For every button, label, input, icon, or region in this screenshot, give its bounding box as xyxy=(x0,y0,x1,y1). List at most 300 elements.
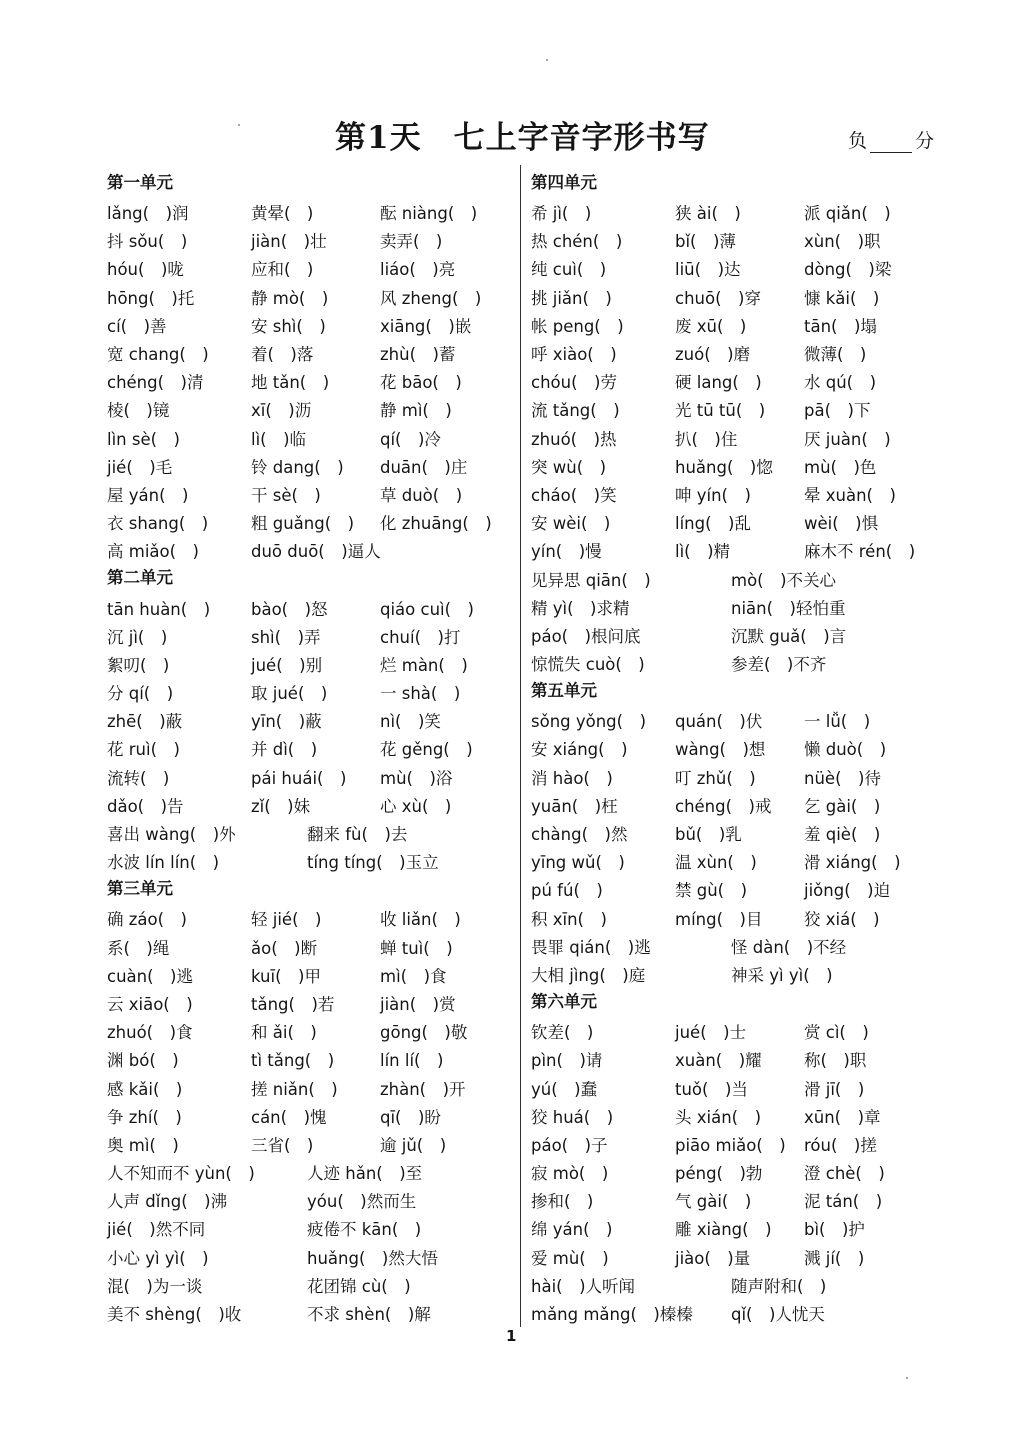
idiom-item: 沉默 guǎ( )言 xyxy=(731,626,847,646)
exercise-item: cí( )善 xyxy=(107,316,167,336)
exercise-row xyxy=(107,198,512,226)
idiom-item: páo( )根问底 xyxy=(531,626,641,646)
exercise-item: huǎng( )惚 xyxy=(675,457,773,477)
exercise-item: 希 jì( ) xyxy=(531,204,592,224)
exercise-row xyxy=(107,508,512,536)
exercise-item: zǐ( )妹 xyxy=(251,796,311,816)
idiom-row xyxy=(107,1271,512,1299)
exercise-row xyxy=(107,1130,512,1158)
exercise-item: lín lí( ) xyxy=(380,1051,444,1071)
idiom-row xyxy=(107,1186,512,1214)
exercise-row xyxy=(531,1017,936,1045)
exercise-item: 收 liǎn( ) xyxy=(380,910,461,930)
exercise-item: 光 tū tū( ) xyxy=(675,401,766,421)
exercise-item: pìn( )请 xyxy=(531,1051,603,1071)
idiom-item: yóu( )然而生 xyxy=(307,1192,417,1212)
exercise-item: zhù( )蓄 xyxy=(380,345,456,365)
exercise-item: tān( )塌 xyxy=(804,316,877,336)
exercise-item: jiào( )量 xyxy=(675,1248,751,1268)
exercise-item: 称( )职 xyxy=(804,1051,867,1071)
exercise-item: 麻木不 rén( ) xyxy=(804,542,916,562)
exercise-item: zhuó( )食 xyxy=(107,1023,193,1043)
idiom-item: 惊慌失 cuò( ) xyxy=(531,655,645,675)
exercise-item: zhuó( )热 xyxy=(531,429,617,449)
exercise-item: chàng( )然 xyxy=(531,825,628,845)
exercise-item: qī( )盼 xyxy=(380,1107,441,1127)
exercise-item: 抖 sǒu( ) xyxy=(107,232,188,252)
exercise-item: 黄晕( ) xyxy=(251,204,314,224)
exercise-row xyxy=(107,593,512,621)
idiom-row xyxy=(107,1243,512,1271)
exercise-item: bǔ( )乳 xyxy=(675,825,742,845)
exercise-row xyxy=(531,424,936,452)
scan-speck xyxy=(238,124,240,126)
exercise-row xyxy=(531,1073,936,1101)
exercise-row xyxy=(107,226,512,254)
idiom-row xyxy=(531,649,936,677)
exercise-item: 头 xián( ) xyxy=(675,1107,762,1127)
idiom-item: mǎng mǎng( )榛榛 xyxy=(531,1305,693,1325)
exercise-row xyxy=(107,933,512,961)
exercise-item: 寂 mò( ) xyxy=(531,1164,609,1184)
exercise-item: liáo( )亮 xyxy=(380,260,456,280)
exercise-item: 突 wù( ) xyxy=(531,457,607,477)
exercise-item: 溅 jí( ) xyxy=(804,1248,865,1268)
exercise-item: 帐 peng( ) xyxy=(531,316,624,336)
exercise-row xyxy=(107,480,512,508)
idiom-row xyxy=(531,1271,936,1299)
page-title: 第1天 七上字音字形书写 xyxy=(335,120,710,156)
exercise-item: 安 wèi( ) xyxy=(531,514,611,534)
exercise-row xyxy=(531,1045,936,1073)
scan-speck xyxy=(906,1377,908,1379)
exercise-item: 绵 yán( ) xyxy=(531,1220,613,1240)
exercise-row xyxy=(531,226,936,254)
exercise-item: 温 xùn( ) xyxy=(675,853,757,873)
exercise-item: 心 xù( ) xyxy=(380,796,452,816)
exercise-item: 棱( )镜 xyxy=(107,401,170,421)
exercise-item: hōng( )托 xyxy=(107,288,195,308)
exercise-row xyxy=(107,791,512,819)
exercise-item: 挑 jiǎn( ) xyxy=(531,288,612,308)
exercise-item: 花 ruì( ) xyxy=(107,740,180,760)
exercise-item: jué( )别 xyxy=(251,655,323,675)
page-number: 1 xyxy=(506,1327,517,1345)
exercise-row xyxy=(107,904,512,932)
exercise-item: lìn sè( ) xyxy=(107,429,180,449)
exercise-item: jiàn( )赏 xyxy=(380,994,456,1014)
exercise-item: gōng( )敬 xyxy=(380,1023,468,1043)
idiom-item: 参差( )不齐 xyxy=(731,655,827,675)
exercise-item: líng( )乱 xyxy=(675,514,751,534)
exercise-row xyxy=(107,622,512,650)
exercise-item: 爱 mù( ) xyxy=(531,1248,609,1268)
exercise-item: cháo( )笑 xyxy=(531,485,617,505)
exercise-item: 三省( ) xyxy=(251,1135,314,1155)
exercise-item: 消 hào( ) xyxy=(531,768,613,788)
exercise-row xyxy=(531,1243,936,1271)
exercise-row xyxy=(107,367,512,395)
idiom-row xyxy=(531,564,936,592)
idiom-row xyxy=(531,960,936,988)
exercise-item: 系( )绳 xyxy=(107,938,170,958)
exercise-row xyxy=(531,819,936,847)
exercise-item: mù( )色 xyxy=(804,457,877,477)
exercise-row xyxy=(531,452,936,480)
exercise-row xyxy=(107,961,512,989)
exercise-item: pú fú( ) xyxy=(531,881,603,901)
exercise-item: 积 xīn( ) xyxy=(531,909,607,929)
exercise-item: 高 miǎo( ) xyxy=(107,542,199,562)
exercise-row xyxy=(531,763,936,791)
exercise-item: 赏 cì( ) xyxy=(804,1023,869,1043)
exercise-item: tuǒ( )当 xyxy=(675,1079,748,1099)
exercise-row xyxy=(531,706,936,734)
scan-speck xyxy=(546,59,548,61)
idiom-item: 喜出 wàng( )外 xyxy=(107,825,236,845)
idiom-item: 畏罪 qián( )逃 xyxy=(531,937,651,957)
idiom-row xyxy=(531,621,936,649)
exercise-row xyxy=(107,424,512,452)
exercise-item: 蝉 tuì( ) xyxy=(380,938,453,958)
exercise-item: 风 zheng( ) xyxy=(380,288,482,308)
idiom-item: 花团锦 cù( ) xyxy=(307,1276,411,1296)
idiom-item: 人声 dǐng( )沸 xyxy=(107,1192,228,1212)
section-title: 第四单元 xyxy=(531,173,597,192)
exercise-item: 钦差( ) xyxy=(531,1023,594,1043)
exercise-row xyxy=(107,1102,512,1130)
exercise-item: chuō( )穿 xyxy=(675,288,761,308)
exercise-item: 奥 mì( ) xyxy=(107,1135,179,1155)
exercise-row xyxy=(107,650,512,678)
idiom-row xyxy=(531,593,936,621)
exercise-row xyxy=(531,1214,936,1242)
exercise-item: 一 shà( ) xyxy=(380,684,461,704)
exercise-item: 乞 gài( ) xyxy=(804,796,881,816)
exercise-row xyxy=(531,536,936,564)
exercise-item: 静 mì( ) xyxy=(380,401,452,421)
exercise-item: chéng( )戒 xyxy=(675,796,772,816)
exercise-row xyxy=(107,536,512,564)
exercise-item: jué( )士 xyxy=(675,1023,747,1043)
exercise-item: nì( )笑 xyxy=(380,712,441,732)
exercise-item: xuàn( )耀 xyxy=(675,1051,762,1071)
exercise-item: 轻 jié( ) xyxy=(251,910,322,930)
score-field xyxy=(848,126,934,153)
idiom-item: 人迹 hǎn( )至 xyxy=(307,1164,423,1184)
exercise-row xyxy=(107,339,512,367)
idiom-item: 精 yì( )求精 xyxy=(531,598,630,618)
idiom-row xyxy=(531,1299,936,1327)
exercise-item: tān huàn( ) xyxy=(107,599,211,619)
exercise-item: xūn( )章 xyxy=(804,1107,881,1127)
idiom-item: 小心 yì yì( ) xyxy=(107,1248,209,1268)
exercise-item: 应和( ) xyxy=(251,260,314,280)
exercise-item: wèi( )惧 xyxy=(804,514,879,534)
exercise-item: 狭 ài( ) xyxy=(675,204,741,224)
exercise-item: dǎo( )告 xyxy=(107,796,184,816)
idiom-item: 混( )为一谈 xyxy=(107,1276,203,1296)
exercise-item: 屋 yán( ) xyxy=(107,485,189,505)
exercise-item: bǐ( )薄 xyxy=(675,232,736,252)
exercise-item: ǎo( )断 xyxy=(251,938,318,958)
exercise-item: 硬 lang( ) xyxy=(675,373,762,393)
exercise-item: 烂 màn( ) xyxy=(380,655,468,675)
idiom-row xyxy=(107,847,512,875)
exercise-item: pā( )下 xyxy=(804,401,871,421)
idiom-item: 见异思 qiān( ) xyxy=(531,570,651,590)
exercise-row xyxy=(531,875,936,903)
exercise-item: 雕 xiàng( ) xyxy=(675,1220,772,1240)
exercise-item: 渊 bó( ) xyxy=(107,1051,179,1071)
exercise-item: 泥 tán( ) xyxy=(804,1192,883,1212)
exercise-item: 确 záo( ) xyxy=(107,910,187,930)
exercise-item: yīng wǔ( ) xyxy=(531,853,625,873)
exercise-row xyxy=(531,508,936,536)
exercise-item: 粗 guǎng( ) xyxy=(251,514,355,534)
exercise-row xyxy=(531,198,936,226)
idiom-item: 不求 shèn( )解 xyxy=(307,1305,431,1325)
exercise-row xyxy=(107,283,512,311)
score-blank[interactable] xyxy=(870,134,912,153)
exercise-item: 酝 niàng( ) xyxy=(380,204,478,224)
exercise-item: dòng( )梁 xyxy=(804,260,892,280)
exercise-item: kuī( )甲 xyxy=(251,966,321,986)
exercise-item: 化 zhuāng( ) xyxy=(380,514,492,534)
score-prefix: 负 xyxy=(848,130,868,152)
exercise-row xyxy=(531,1186,936,1214)
exercise-item: 流 tǎng( ) xyxy=(531,401,620,421)
exercise-item: 水 qú( ) xyxy=(804,373,877,393)
exercise-item: 微薄( ) xyxy=(804,345,867,365)
right-column xyxy=(531,169,936,1327)
exercise-item: lì( )临 xyxy=(251,429,307,449)
exercise-row xyxy=(531,254,936,282)
exercise-item: duō duō( )逼人 xyxy=(251,542,381,562)
exercise-row xyxy=(531,283,936,311)
exercise-item: pái huái( ) xyxy=(251,768,347,788)
exercise-item: bì( )护 xyxy=(804,1220,865,1240)
exercise-item: 扒( )住 xyxy=(675,429,738,449)
exercise-item: shì( )弄 xyxy=(251,627,321,647)
exercise-item: 滑 xiáng( ) xyxy=(804,853,901,873)
exercise-item: lǎng( )润 xyxy=(107,204,189,224)
exercise-item: 气 gài( ) xyxy=(675,1192,752,1212)
idiom-item: 美不 shèng( )收 xyxy=(107,1305,242,1325)
exercise-row xyxy=(531,1102,936,1130)
exercise-item: yuān( )枉 xyxy=(531,796,618,816)
exercise-row xyxy=(531,311,936,339)
exercise-row xyxy=(107,706,512,734)
exercise-item: mù( )浴 xyxy=(380,768,453,788)
exercise-item: 感 kǎi( ) xyxy=(107,1079,183,1099)
exercise-item: liū( )达 xyxy=(675,260,741,280)
idiom-item: 怪 dàn( )不经 xyxy=(731,937,847,957)
exercise-item: 卖弄( ) xyxy=(380,232,443,252)
exercise-item: 掺和( ) xyxy=(531,1192,594,1212)
exercise-row xyxy=(531,1130,936,1158)
idiom-item: huǎng( )然大悟 xyxy=(307,1248,438,1268)
exercise-item: zuó( )磨 xyxy=(675,345,751,365)
exercise-item: 滑 jī( ) xyxy=(804,1079,865,1099)
exercise-item: qiáo cuì( ) xyxy=(380,599,474,619)
exercise-item: 宽 chang( ) xyxy=(107,345,209,365)
exercise-item: 懒 duò( ) xyxy=(804,740,887,760)
exercise-item: xiāng( )嵌 xyxy=(380,316,472,336)
exercise-item: quán( )伏 xyxy=(675,712,763,732)
idiom-item: niān( )轻怕重 xyxy=(731,598,846,618)
exercise-item: tǎng( )若 xyxy=(251,994,335,1014)
idiom-item: qǐ( )人忧天 xyxy=(731,1305,825,1325)
exercise-item: 干 sè( ) xyxy=(251,485,321,505)
exercise-item: 铃 dang( ) xyxy=(251,457,344,477)
idiom-item: hài( )人听闻 xyxy=(531,1276,636,1296)
exercise-item: 废 xū( ) xyxy=(675,316,747,336)
exercise-item: jiǒng( )迫 xyxy=(804,881,891,901)
exercise-item: yīn( )蔽 xyxy=(251,712,322,732)
exercise-item: 沉 jì( ) xyxy=(107,627,168,647)
exercise-item: 安 shì( ) xyxy=(251,316,326,336)
exercise-item: 叮 zhǔ( ) xyxy=(675,768,756,788)
idiom-item: jié( )然不同 xyxy=(107,1220,206,1240)
idiom-item: 随声附和( ) xyxy=(731,1276,827,1296)
exercise-item: nüè( )待 xyxy=(804,768,881,788)
exercise-item: 安 xiáng( ) xyxy=(531,740,628,760)
idiom-item: tíng tíng( )玉立 xyxy=(307,853,439,873)
exercise-item: 慷 kǎi( ) xyxy=(804,288,880,308)
exercise-item: 取 jué( ) xyxy=(251,684,328,704)
exercise-row xyxy=(531,339,936,367)
exercise-item: wàng( )想 xyxy=(675,740,766,760)
section-title: 第二单元 xyxy=(107,568,173,588)
section-title: 第六单元 xyxy=(531,992,597,1012)
idiom-item: 疲倦不 kān( ) xyxy=(307,1220,422,1240)
idiom-item: 大相 jìng( )庭 xyxy=(531,965,646,985)
exercise-item: mì( )食 xyxy=(380,966,447,986)
exercise-row xyxy=(531,1158,936,1186)
exercise-item: péng( )勃 xyxy=(675,1164,763,1184)
exercise-item: 着( )落 xyxy=(251,345,314,365)
exercise-row xyxy=(107,311,512,339)
exercise-item: 羞 qiè( ) xyxy=(804,825,881,845)
exercise-item: yú( )蠢 xyxy=(531,1079,598,1099)
exercise-row xyxy=(107,1017,512,1045)
exercise-row xyxy=(107,734,512,762)
exercise-item: 逾 jǔ( ) xyxy=(380,1135,447,1155)
column-divider xyxy=(520,165,521,1327)
exercise-row xyxy=(531,904,936,932)
exercise-item: qí( )冷 xyxy=(380,429,441,449)
exercise-row xyxy=(107,989,512,1017)
exercise-item: jié( )毛 xyxy=(107,457,173,477)
exercise-item: míng( )目 xyxy=(675,909,763,929)
exercise-item: piāo miǎo( ) xyxy=(675,1135,786,1155)
section-title: 第五单元 xyxy=(531,681,597,701)
exercise-item: 狡 huá( ) xyxy=(531,1107,614,1127)
exercise-item: páo( )子 xyxy=(531,1135,608,1155)
exercise-item: xī( )沥 xyxy=(251,401,312,421)
exercise-row xyxy=(107,254,512,282)
exercise-item: 静 mò( ) xyxy=(251,288,329,308)
exercise-item: 纯 cuì( ) xyxy=(531,260,607,280)
exercise-item: 地 tǎn( ) xyxy=(251,373,330,393)
idiom-item: 翻来 fù( )去 xyxy=(307,825,408,845)
exercise-item: 衣 shang( ) xyxy=(107,514,209,534)
exercise-item: 絮叨( ) xyxy=(107,655,170,675)
exercise-item: hóu( )咙 xyxy=(107,260,184,280)
idiom-item: 人不知而不 yùn( ) xyxy=(107,1164,255,1184)
exercise-item: chéng( )清 xyxy=(107,373,204,393)
exercise-item: 流转( ) xyxy=(107,768,170,788)
exercise-item: chuí( )打 xyxy=(380,627,461,647)
exercise-item: 草 duò( ) xyxy=(380,485,463,505)
exercise-item: bào( )怒 xyxy=(251,599,328,619)
exercise-row xyxy=(107,452,512,480)
exercise-item: 呻 yín( ) xyxy=(675,485,751,505)
exercise-item: 分 qí( ) xyxy=(107,684,174,704)
exercise-item: 狡 xiá( ) xyxy=(804,909,880,929)
exercise-row xyxy=(107,763,512,791)
exercise-item: jiàn( )壮 xyxy=(251,232,327,252)
exercise-item: 花 bāo( ) xyxy=(380,373,462,393)
exercise-row xyxy=(531,734,936,762)
exercise-item: 云 xiāo( ) xyxy=(107,994,193,1014)
exercise-row xyxy=(531,395,936,423)
exercise-item: yín( )慢 xyxy=(531,542,602,562)
exercise-item: 澄 chè( ) xyxy=(804,1164,885,1184)
exercise-item: cuàn( )逃 xyxy=(107,966,193,986)
idiom-item: 水波 lín lín( ) xyxy=(107,853,220,873)
exercise-item: cán( )愧 xyxy=(251,1107,327,1127)
exercise-row xyxy=(107,1045,512,1073)
exercise-item: 搓 niǎn( ) xyxy=(251,1079,338,1099)
exercise-item: 和 ǎi( ) xyxy=(251,1023,317,1043)
exercise-item: 晕 xuàn( ) xyxy=(804,485,896,505)
idiom-row xyxy=(531,932,936,960)
exercise-item: 争 zhí( ) xyxy=(107,1107,182,1127)
score-suffix: 分 xyxy=(915,130,935,152)
idiom-row xyxy=(107,1299,512,1327)
exercise-item: duān( )庄 xyxy=(380,457,468,477)
exercise-item: 并 dì( ) xyxy=(251,740,318,760)
exercise-row xyxy=(107,1073,512,1101)
exercise-row xyxy=(531,480,936,508)
exercise-row xyxy=(531,847,936,875)
exercise-row xyxy=(107,395,512,423)
idiom-row xyxy=(107,1158,512,1186)
section-title: 第三单元 xyxy=(107,879,173,899)
exercise-row xyxy=(107,678,512,706)
exercise-item: 热 chén( ) xyxy=(531,232,623,252)
exercise-row xyxy=(531,367,936,395)
exercise-item: róu( )搓 xyxy=(804,1135,877,1155)
exercise-row xyxy=(531,791,936,819)
exercise-item: chóu( )劳 xyxy=(531,373,617,393)
section-title: 第一单元 xyxy=(107,173,173,192)
exercise-item: zhàn( )开 xyxy=(380,1079,466,1099)
exercise-item: zhē( )蔽 xyxy=(107,712,183,732)
exercise-item: 厌 juàn( ) xyxy=(804,429,891,449)
exercise-item: xùn( )职 xyxy=(804,232,881,252)
exercise-item: 花 gěng( ) xyxy=(380,740,473,760)
idiom-row xyxy=(107,1214,512,1242)
exercise-item: lì( )精 xyxy=(675,542,731,562)
exercise-item: 派 qiǎn( ) xyxy=(804,204,891,224)
exercise-item: 呼 xiào( ) xyxy=(531,345,617,365)
idiom-item: mò( )不关心 xyxy=(731,570,837,590)
exercise-item: 禁 gù( ) xyxy=(675,881,748,901)
exercise-item: 一 lǚ( ) xyxy=(804,712,871,732)
